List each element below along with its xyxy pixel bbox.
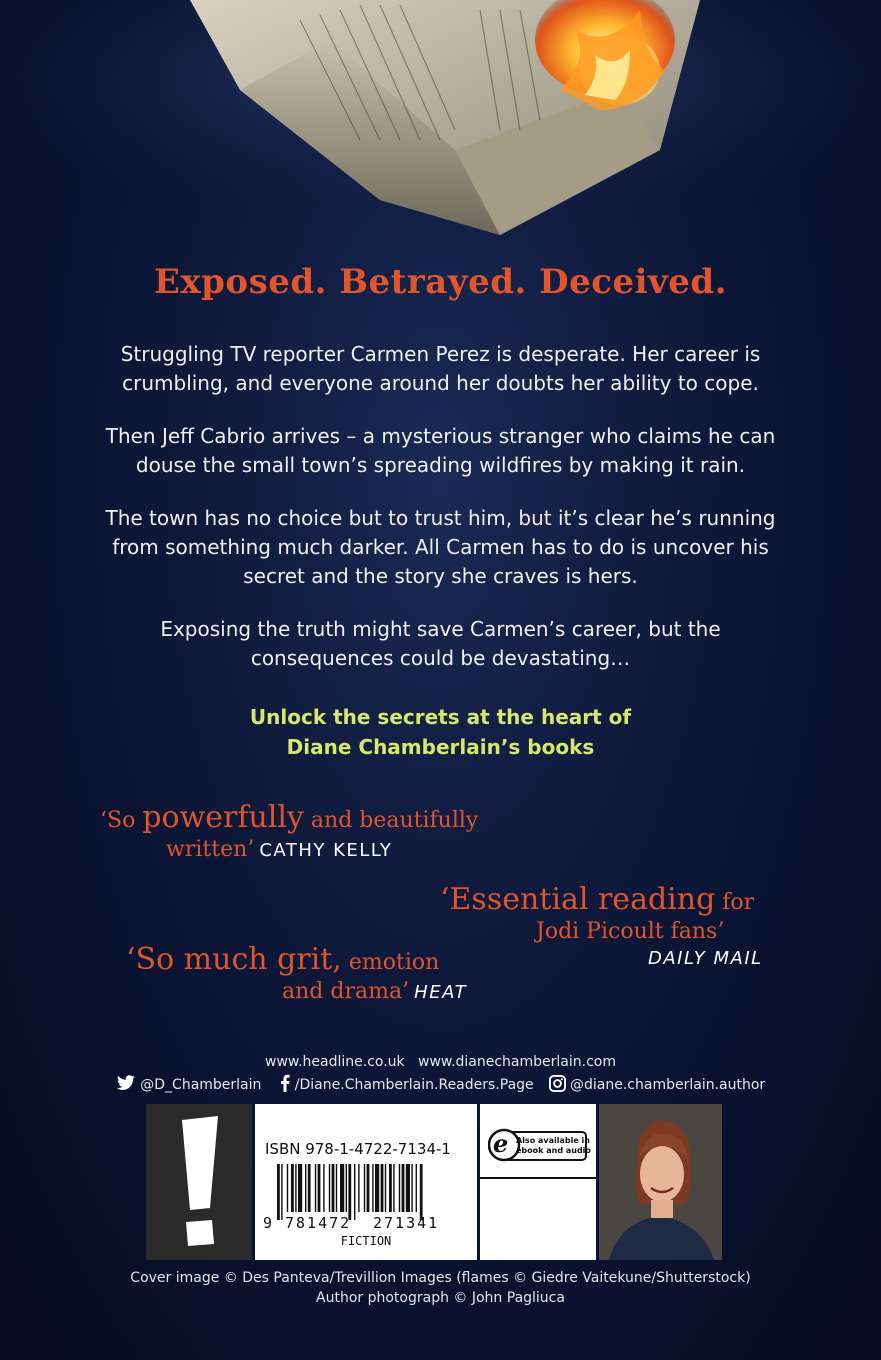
quote-text: emotion	[341, 950, 440, 975]
barcode-bar	[385, 1164, 386, 1212]
barcode-bar	[402, 1164, 405, 1212]
quote-text: and beautifully	[303, 808, 479, 833]
barcode-bar	[416, 1164, 417, 1212]
barcode-bar	[329, 1164, 330, 1212]
barcode-bar	[305, 1164, 306, 1212]
review-quote-cathy-kelly	[100, 800, 580, 862]
barcode	[277, 1164, 461, 1220]
quote-text: for	[715, 890, 755, 915]
quote-attribution: CATHY KELLY	[259, 840, 393, 861]
hook-line: Unlock the secrets at the heart of	[249, 705, 632, 729]
quote-text: written’	[166, 837, 255, 862]
barcode-bar	[287, 1164, 288, 1212]
blurb-paragraph-4	[80, 615, 801, 673]
barcode-bar	[406, 1164, 410, 1212]
barcode-bar	[340, 1164, 344, 1212]
barcode-digit-prefix: 9	[263, 1214, 273, 1232]
blurb-line: The town has no choice but to trust him, but it’s clear he’s running	[105, 506, 776, 530]
barcode-bar	[336, 1164, 337, 1212]
social-links	[0, 1074, 881, 1096]
hook-line: Diane Chamberlain’s books	[286, 735, 595, 759]
barcode-bar	[372, 1164, 373, 1212]
ebook-letter: e	[493, 1129, 509, 1158]
quote-emphasis: powerfully	[142, 800, 304, 835]
barcode-bar	[364, 1164, 365, 1212]
facebook-page[interactable]: /Diane.Chamberlain.Readers.Page	[294, 1077, 534, 1093]
barcode-bar	[393, 1164, 394, 1212]
isbn: ISBN 978-1-4722-7134-1	[265, 1140, 451, 1158]
quote-attribution: HEAT	[414, 982, 468, 1003]
quote-text: and drama’	[282, 979, 410, 1004]
blurb-line: douse the small town’s spreading wildfires by making it rain.	[135, 453, 746, 477]
instagram-icon	[549, 1075, 566, 1096]
ebook-badge	[488, 1126, 591, 1164]
blurb-line: Then Jeff Cabrio arrives – a mysterious stranger who claims he can	[105, 424, 776, 448]
barcode-bar	[281, 1164, 282, 1220]
barcode-bar	[381, 1164, 384, 1212]
barcode-bar	[399, 1164, 400, 1212]
quote-attribution: DAILY MAIL	[648, 948, 763, 969]
ebook-line: Also available in	[516, 1136, 590, 1145]
author-photo	[599, 1104, 722, 1260]
twitter-handle[interactable]: @D_Chamberlain	[140, 1077, 262, 1093]
ebook-line: ebook and audio	[516, 1146, 591, 1155]
barcode-bar	[389, 1164, 392, 1212]
barcode-bar	[420, 1164, 423, 1220]
barcode-panel	[255, 1104, 477, 1260]
barcode-bar	[348, 1164, 351, 1220]
genre-label: FICTION	[340, 1234, 392, 1248]
ebook-badge-panel	[480, 1104, 596, 1260]
blurb-line: Struggling TV reporter Carmen Perez is desperate. Her career is	[120, 342, 761, 366]
author-photo-credit: Author photograph © John Pagliuca	[316, 1290, 565, 1306]
barcode-bar	[367, 1164, 370, 1212]
facebook-icon	[280, 1074, 290, 1096]
barcode-digits-right: 271341	[373, 1214, 440, 1232]
publisher-logo	[146, 1104, 252, 1260]
barcode-bar	[298, 1164, 302, 1212]
barcode-bar	[308, 1164, 311, 1212]
review-quote-heat	[126, 942, 566, 1004]
blurb-paragraph-3	[80, 504, 801, 591]
exclamation-logo-icon	[146, 1104, 252, 1260]
barcode-bar	[411, 1164, 412, 1212]
barcode-bar	[291, 1164, 294, 1212]
instagram-handle[interactable]: @diane.chamberlain.author	[570, 1077, 766, 1093]
blurb-line: consequences could be devastating…	[250, 646, 631, 670]
blurb-line: from something much darker. All Carmen has to do is uncover his	[112, 535, 769, 559]
barcode-bar	[332, 1164, 335, 1212]
barcode-bar	[315, 1164, 316, 1212]
barcode-bar	[346, 1164, 347, 1212]
quote-emphasis: ‘Essential reading	[440, 882, 716, 917]
blurb-line: crumbling, and everyone around her doubts her ability to cope.	[122, 371, 759, 395]
barcode-bar	[295, 1164, 296, 1212]
blurb-line: Exposing the truth might save Carmen’s career, but the	[160, 617, 721, 641]
blurb-paragraph-1	[80, 340, 801, 398]
tagline: Exposed. Betrayed. Deceived.	[153, 262, 728, 302]
divider	[480, 1177, 596, 1179]
burning-paper-boat-image	[0, 0, 881, 250]
websites: www.headline.co.uk www.dianechamberlain.com	[265, 1054, 616, 1070]
quote-text: Jodi Picoult fans’	[536, 919, 725, 944]
barcode-digits-left: 781472	[285, 1214, 352, 1232]
hook-text	[80, 702, 801, 762]
cover-illustration	[0, 0, 881, 250]
blurb-line: secret and the story she craves is hers.	[243, 564, 638, 588]
cover-image-credit: Cover image © Des Panteva/Trevillion Images (flames © Giedre Vaitekune/Shutterstock)	[130, 1270, 751, 1286]
barcode-bar	[323, 1164, 324, 1212]
twitter-bird-icon	[116, 1075, 136, 1095]
quote-text: ‘So	[100, 808, 143, 833]
quote-emphasis: ‘So much grit,	[126, 942, 342, 977]
blurb-paragraph-2	[80, 422, 801, 480]
barcode-bar	[375, 1164, 379, 1212]
barcode-bar	[354, 1164, 355, 1220]
barcode-bar	[277, 1164, 280, 1220]
barcode-bar	[318, 1164, 321, 1212]
barcode-bar	[358, 1164, 359, 1212]
